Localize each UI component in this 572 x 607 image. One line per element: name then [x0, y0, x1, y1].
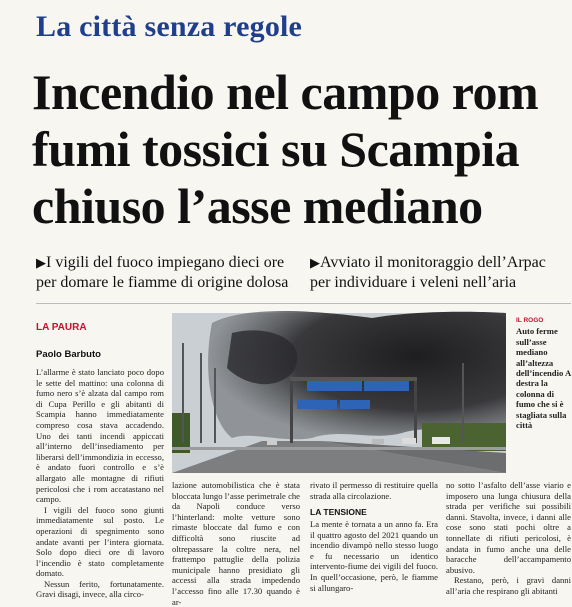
summary-2 [310, 253, 546, 293]
paragraph: L’allarme è stato lanciato poco dopo le sette del mattino: una colonna di fumo nero s’è alzata dal campo rom di Cupa Perillo e gli abitanti di Scampia hanno immediatamente compreso cosa stava accadendo. Uno dei tanti incendi appiccati all’interno dell’insediamento per liberarsi dell’immondizia in eccesso, è andato fuori controllo e s’è allargato alle montagne di rifiuti pericolosi che i rom accatastano nel campo. [36, 367, 164, 505]
headline-line-3: chiuso l’asse mediano [32, 178, 483, 234]
caption-tag: IL ROGO [516, 317, 544, 324]
paragraph: no sotto l’asfalto dell’asse viario e imposero una lunga chiusura della strada per verifiche sui possibili danni. Stavolta, invece, i danni alle cose sono stati pochi oltre a tonnellate di rifiuti pericolosi, è andata in fumo anche una delle baracche dell’accampamento abusivo. [446, 480, 571, 575]
summary-2-line-1: Avviato il monitoraggio dell’Arpac [320, 254, 546, 271]
summary-1 [36, 253, 288, 293]
photo-image [172, 313, 506, 473]
paragraph: lazione automobilistica che è stata bloccata lungo l’asse perimetrale che da Napoli conduce verso l’hinterland: molte vetture sono rimaste bloccate dal fumo e con difficoltà sono riuscite ad oltrepassare la coltre nera, nel frattempo pattuglie della polizia municipale hanno presidiato gli accessi alla strada impedendo l’accesso fino alle 17.30 quando è ar- [172, 480, 300, 607]
photo-caption [516, 316, 571, 430]
summary-2-line-2: per individuare i veleni nell’aria [310, 274, 517, 291]
subheading: LA TENSIONE [310, 507, 367, 517]
divider [36, 303, 571, 304]
fire-photo [172, 313, 506, 473]
paragraph: La mente è tornata a un anno fa. Era il quattro agosto del 2021 quando un incendio divampò nello stesso luogo e fu necessario un identico intervento-fiume dei vigili del fuoco. In quell’occasione, però, le fiamme si allungaro- [310, 519, 438, 593]
paragraph: I vigili del fuoco sono giunti immediatamente sul posto. Le operazioni di spegnimento sono andate avanti per l’intera giornata. Solo dopo dieci ore di lavoro l’incendio è stato completamente domato. [36, 504, 164, 579]
arrow-right-icon: ▶ [310, 255, 320, 270]
caption-text: Auto ferme sull’asse mediano all’altezza dell’incendio A destra la colonna di fumo che si è stagliata sulla città [516, 326, 571, 431]
headline-line-2: fumi tossici su Scampia [32, 121, 520, 177]
paragraph: Restano, però, i gravi danni all’aria che respirano gli abitanti [446, 575, 571, 596]
article-column-4 [446, 480, 571, 600]
section-label: LA PAURA [36, 322, 87, 333]
paragraph: Nessun ferito, fortunatamente. Gravi disagi, invece, alla circo- [36, 578, 164, 600]
kicker: La città senza regole [36, 10, 303, 43]
summary-1-line-1: I vigili del fuoco impiegano dieci ore [46, 254, 285, 271]
article-column-2 [172, 480, 300, 607]
paragraph: rivato il permesso di restituire quella strada alla circolazione. [310, 480, 438, 501]
arrow-right-icon: ▶ [36, 255, 46, 270]
article-column-1 [36, 367, 164, 600]
headline-line-1: Incendio nel campo rom [32, 64, 539, 120]
byline: Paolo Barbuto [36, 349, 101, 360]
article-column-3-continued [310, 519, 438, 600]
summary-1-line-2: per domare le fiamme di origine dolosa [36, 274, 289, 291]
headline [32, 64, 572, 235]
article-column-3 [310, 480, 438, 504]
